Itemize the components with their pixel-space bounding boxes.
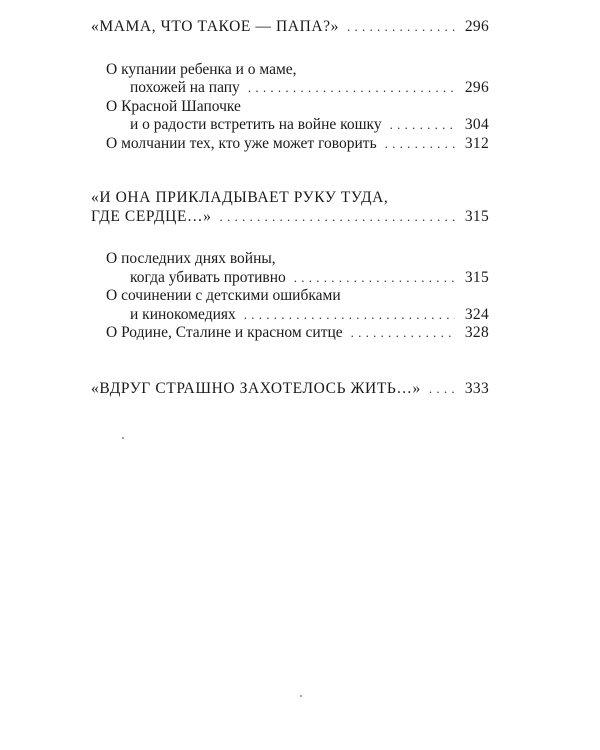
entry-text: и кинокомедиях xyxy=(130,305,236,323)
entry-line xyxy=(106,269,489,288)
section-heading xyxy=(91,189,489,226)
dot-leader xyxy=(248,79,455,98)
heading-line xyxy=(91,189,489,208)
dot-leader xyxy=(390,116,455,135)
heading-text: ГДЕ СЕРДЦЕ…» xyxy=(91,207,212,225)
toc-section xyxy=(91,380,489,399)
entry-line xyxy=(106,135,489,154)
heading-text: «И ОНА ПРИКЛАДЫВАЕТ РУКУ ТУДА, xyxy=(91,189,389,206)
dot-leader xyxy=(219,208,455,227)
entry-text: и о радости встретить на войне кошку xyxy=(130,116,382,133)
page-number: 312 xyxy=(464,134,489,152)
entry-line xyxy=(106,98,489,117)
page-number: 296 xyxy=(464,79,489,96)
entry-text: О Родине, Сталине и красном ситце xyxy=(106,324,343,341)
entry-text: похожей на папу xyxy=(130,79,240,96)
dot-leader xyxy=(351,324,455,343)
toc-entry xyxy=(91,98,489,135)
scan-speck xyxy=(122,437,124,439)
dot-leader xyxy=(244,306,455,325)
page-number: 328 xyxy=(464,324,489,341)
entry-text: О молчании тех, кто уже может говорить xyxy=(106,134,377,152)
entry-line xyxy=(106,306,489,325)
entry-line xyxy=(106,61,489,80)
entry-line xyxy=(106,287,489,306)
entry-line xyxy=(106,116,489,135)
table-of-contents xyxy=(91,18,489,398)
dot-leader xyxy=(385,135,455,154)
entry-text: О купании ребенка и о маме, xyxy=(106,60,297,78)
heading-text: «МАМА, ЧТО ТАКОЕ — ПАПА?» xyxy=(91,18,340,35)
entry-line xyxy=(106,324,489,343)
toc-entry xyxy=(91,324,489,343)
dot-leader xyxy=(429,380,455,399)
toc-section xyxy=(91,189,489,343)
page-number: 296 xyxy=(464,18,489,35)
toc-entry xyxy=(91,250,489,287)
entry-text: О Красной Шапочке xyxy=(106,97,241,115)
page-number: 324 xyxy=(464,305,489,323)
section-heading xyxy=(91,380,489,399)
toc-entry xyxy=(91,61,489,98)
heading-line xyxy=(91,18,489,37)
entry-list xyxy=(91,61,489,154)
entry-line xyxy=(106,250,489,269)
entry-text: О последних днях войны, xyxy=(106,250,276,267)
entry-text: когда убивать противно xyxy=(130,268,286,286)
heading-text: «ВДРУГ СТРАШНО ЗАХОТЕЛОСЬ ЖИТЬ…» xyxy=(91,379,421,397)
dot-leader xyxy=(347,18,455,37)
entry-list xyxy=(91,250,489,343)
entry-line xyxy=(106,79,489,98)
page-number: 304 xyxy=(464,116,489,133)
scan-speck xyxy=(300,695,302,697)
toc-entry xyxy=(91,135,489,154)
dot-leader xyxy=(294,269,455,288)
page-number: 315 xyxy=(464,268,489,286)
page-number: 315 xyxy=(464,207,489,225)
toc-entry xyxy=(91,287,489,324)
entry-text: О сочинении с детскими ошибками xyxy=(106,287,341,304)
toc-section xyxy=(91,18,489,153)
heading-line xyxy=(91,208,489,227)
heading-line xyxy=(91,380,489,399)
page-number: 333 xyxy=(464,379,489,397)
section-heading xyxy=(91,18,489,37)
